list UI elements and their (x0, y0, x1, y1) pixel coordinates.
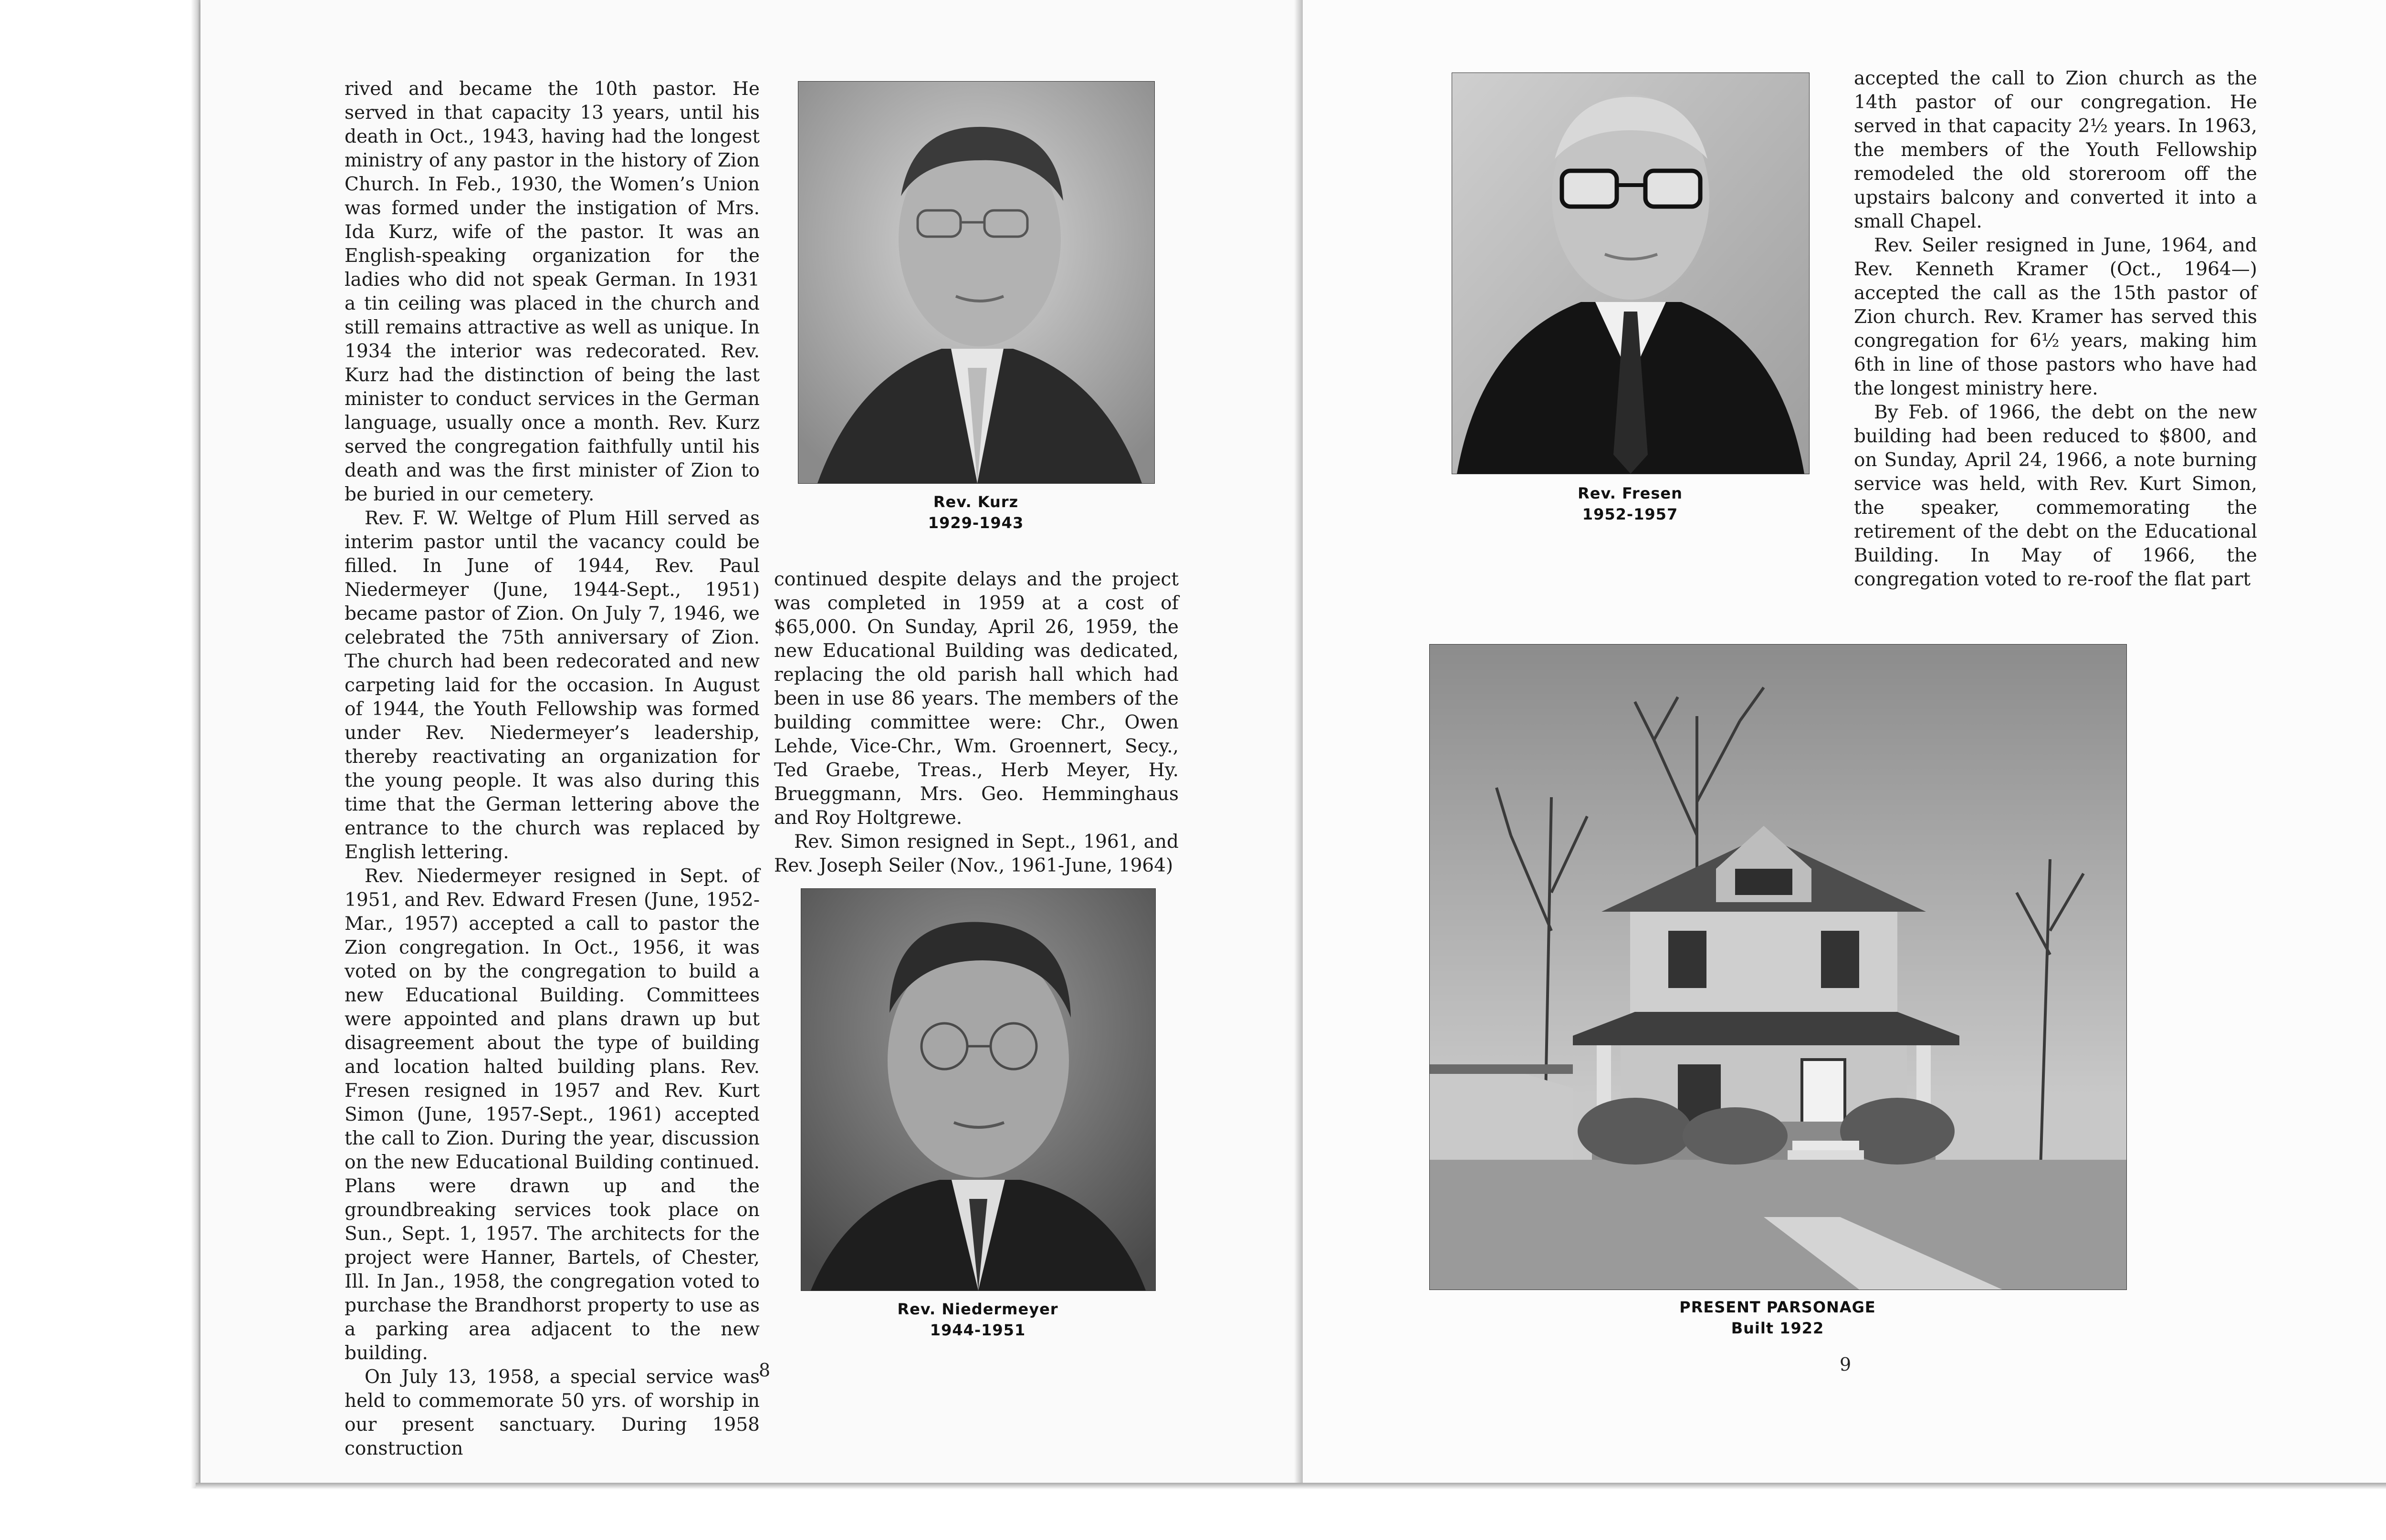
page-number: 9 (1840, 1354, 1852, 1375)
caption-name: Rev. Niedermeyer (897, 1300, 1058, 1318)
page-bottom-edge (196, 1483, 2386, 1489)
portrait-rev-fresen (1452, 73, 1810, 474)
paragraph: rived and became the 10th pastor. He served in that capacity 13 years, until his death in Oct., 1943, having had the longest ministry of any pastor in the history of Zion Church. In Feb., 1930, the Women’s Union was formed under the instigation of Mrs. Ida Kurz, wife of the pastor. It was an English-speaking organization for the ladies who did not speak German. In 1931 a tin ceiling was placed in the church and still remains attractive as well as unique. In 1934 the interior was redecorated. Rev. Kurz had the distinction of being the last minister to conduct services in the German language, usually once a month. Rev. Kurz served the congregation faithfully until his death and was the first minister of Zion to be buried in our cemetery. (345, 78, 760, 505)
caption-rev-niedermeyer (801, 1299, 1155, 1341)
page-edge (191, 0, 201, 1488)
caption-years: 1944-1951 (930, 1321, 1026, 1339)
paragraph: accepted the call to Zion church as the 14th pastor of our congregation. He served in that capacity 2½ years. In 1963, the members of the Youth Fellowship remodeled the old storeroom off the upstairs balcony and converted it into a small Chapel. (1854, 68, 2257, 232)
paragraph: By Feb. of 1966, the debt on the new building had been reduced to $800, and on Sunday, April 24, 1966, a note burning service was held, with Rev. Kurt Simon, the speaker, commemorating the retirement of the debt on the Educational Building. In May of 1966, the congregation voted to re-roof the flat part (1854, 402, 2257, 590)
caption-name: Rev. Fresen (1578, 484, 1683, 502)
paragraph: Rev. Simon resigned in Sept., 1961, and Rev. Joseph Seiler (Nov., 1961-June, 1964) (774, 831, 1179, 876)
left-page (200, 0, 1303, 1484)
caption-parsonage (1429, 1297, 2126, 1339)
left-column-1 (345, 77, 760, 1461)
caption-name: PRESENT PARSONAGE (1679, 1298, 1876, 1316)
right-column (1854, 67, 2257, 592)
caption-name: Rev. Kurz (933, 493, 1019, 511)
caption-years: 1952-1957 (1582, 505, 1678, 523)
paragraph: On July 13, 1958, a special service was held to commemorate 50 yrs. of worship in our present sanctuary. During 1958 construction (345, 1366, 760, 1459)
paragraph: Rev. Seiler resigned in June, 1964, and Rev. Kenneth Kramer (Oct., 1964—) accepted the call as the 15th pastor of Zion church. Rev. Kramer has served this congregation for 6½ years, making him 6th in line of those pastors who have had the longest ministry here. (1854, 235, 2257, 399)
right-page (1303, 0, 2386, 1484)
caption-rev-fresen (1452, 483, 1809, 525)
caption-years: Built 1922 (1731, 1319, 1824, 1337)
page-number: 8 (759, 1360, 771, 1381)
portrait-rev-kurz (798, 81, 1155, 484)
caption-years: 1929-1943 (928, 514, 1024, 532)
portrait-rev-niedermeyer (801, 888, 1156, 1291)
paragraph: continued despite delays and the project was completed in 1959 at a cost of $65,000. On Sunday, April 26, 1959, the new Educational Building was dedicated, replacing the old parish hall which had been in use 86 years. The members of the building committee were: Chr., Owen Lehde, Vice-Chr., Wm. Groennert, Secy., Ted Graebe, Treas., Herb Meyer, Hy. Brueggmann, Mrs. Geo. Hemminghaus and Roy Holtgrewe. (774, 569, 1179, 829)
caption-rev-kurz (798, 491, 1154, 533)
parsonage-photo (1429, 644, 2127, 1290)
paragraph: Rev. F. W. Weltge of Plum Hill served as interim pastor until the vacancy could be filled. In June of 1944, Rev. Paul Niedermeyer (June, 1944-Sept., 1951) became pastor of Zion. On July 7, 1946, we celebrated the 75th anniversary of Zion. The church had been redecorated and new carpeting laid for the occasion. In August of 1944, the Youth Fellowship was formed under Rev. Niedermeyer’s leadership, thereby reactivating an organization for the young people. It was also during this time that the German lettering above the entrance to the church was replaced by English lettering. (345, 508, 760, 863)
paragraph: Rev. Niedermeyer resigned in Sept. of 1951, and Rev. Edward Fresen (June, 1952-Mar., 1957) accepted a call to pastor the Zion congregation. In Oct., 1956, it was voted on by the congregation to build a new Educational Building. Committees were appointed and plans drawn up but disagreement about the type of building and location halted building plans. Rev. Fresen resigned in 1957 and Rev. Kurt Simon (June, 1957-Sept., 1961) accepted the call to Zion. During the year, discussion on the new Educational Building continued. Plans were drawn up and the groundbreaking services took place on Sun., Sept. 1, 1957. The architects for the project were Hanner, Bartels, of Chester, Ill. In Jan., 1958, the congregation voted to purchase the Brandhorst property to use as a parking area adjacent to the new building. (345, 865, 760, 1364)
left-column-2 (774, 568, 1179, 878)
